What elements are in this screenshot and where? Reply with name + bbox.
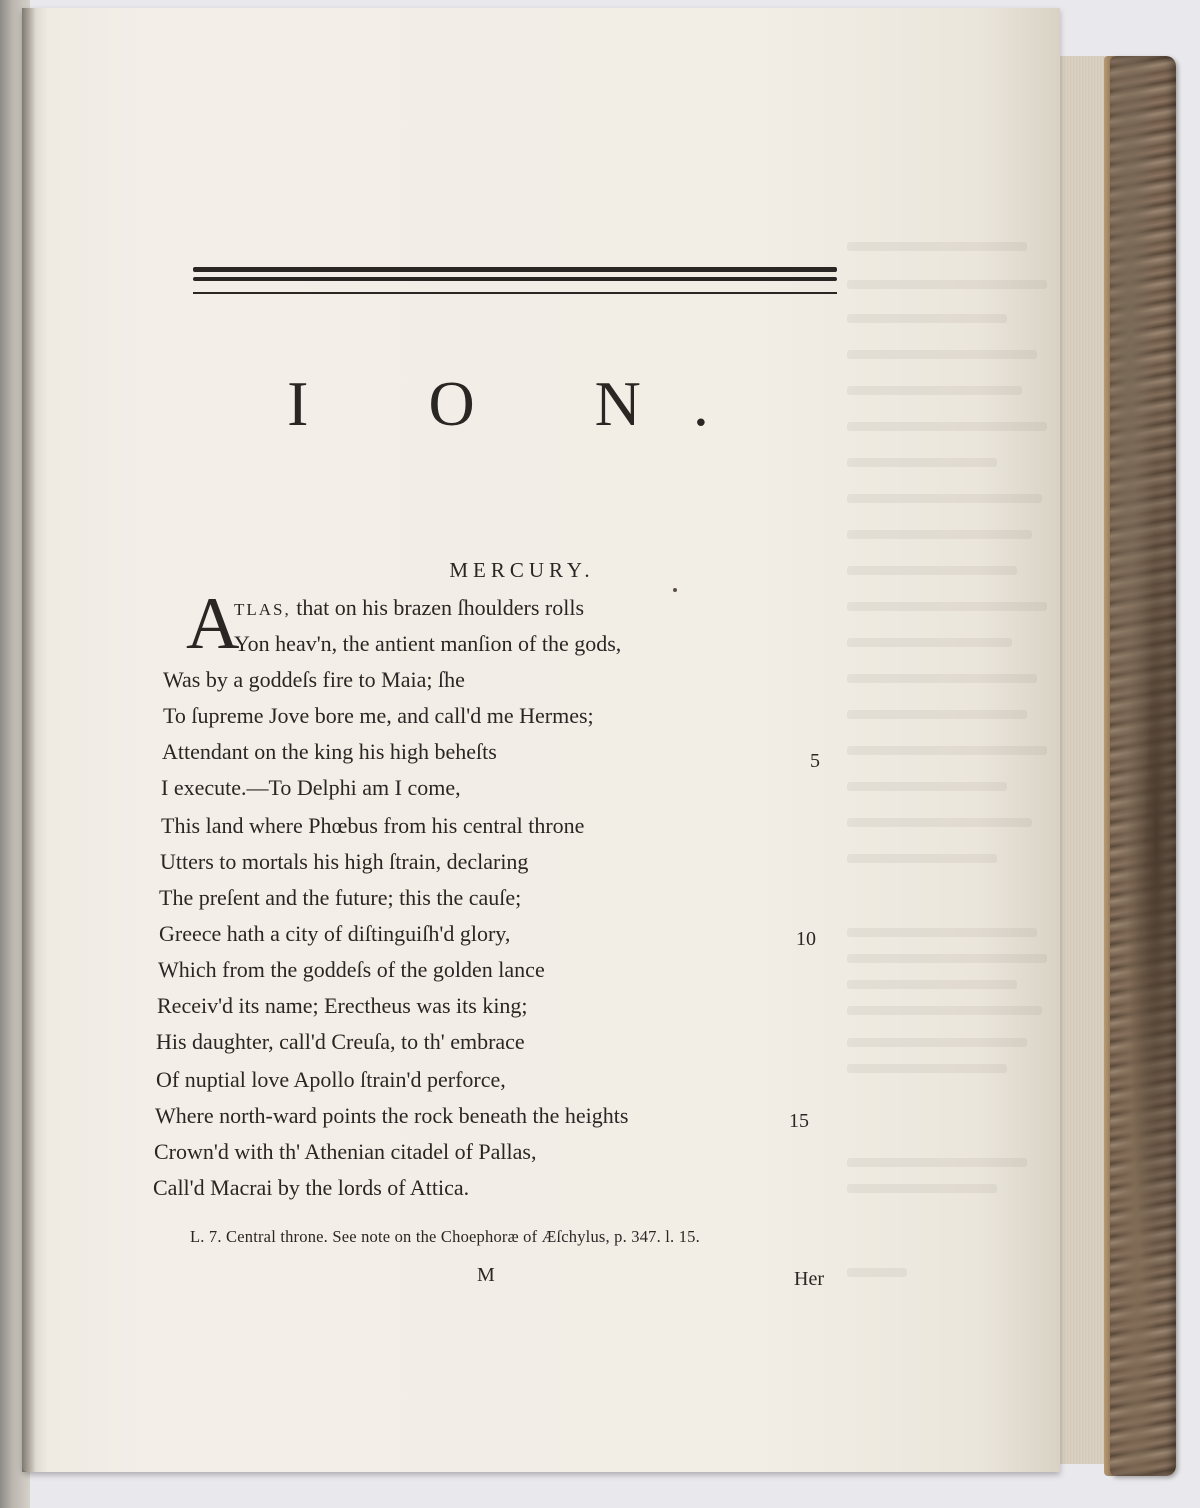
verse-line: Which from the goddeſs of the golden lance — [158, 957, 545, 982]
verse-line: I execute.—To Delphi am I come, — [161, 775, 461, 800]
binding-gutter-shadow — [22, 8, 36, 1472]
verse-line-1 — [234, 594, 584, 624]
ink-speck — [673, 588, 677, 592]
line-number: 10 — [796, 928, 816, 950]
verse-line: Was by a goddeſs fire to Maia; ſhe — [163, 667, 465, 692]
speaker-heading: MERCURY. — [449, 558, 595, 582]
verse-line: Crown'd with th' Athenian citadel of Pallas, — [154, 1139, 537, 1164]
verse-line: His daughter, call'd Creuſa, to th' embrace — [156, 1029, 525, 1054]
verse-line: Call'd Macrai by the lords of Attica. — [153, 1175, 470, 1200]
book-page — [22, 8, 1060, 1472]
verse-line-1-smallcaps: TLAS, — [234, 600, 291, 619]
verse-line: Receiv'd its name; Erectheus was its king; — [157, 993, 528, 1018]
verse-line: Utters to mortals his high ſtrain, declaring — [160, 849, 529, 874]
verse-line: Greece hath a city of diſtinguiſh'd glory, — [159, 921, 511, 946]
verse-line: Yon heav'n, the antient manſion of the gods, — [234, 631, 622, 656]
drop-capital: A — [186, 583, 240, 665]
verse-line: The preſent and the future; this the cauſe; — [159, 885, 522, 910]
verse-line: This land where Phœbus from his central throne — [161, 813, 585, 838]
signature-mark: M — [477, 1264, 495, 1286]
ornamental-rule-middle — [193, 277, 837, 281]
line-number: 15 — [789, 1110, 809, 1132]
verse-line: Attendant on the king his high beheſts — [162, 739, 497, 764]
ornamental-rule-thick — [193, 267, 837, 272]
line-number: 5 — [810, 750, 820, 772]
marbled-leather-board — [1110, 56, 1176, 1476]
play-title: I O N. — [287, 368, 761, 439]
verse-line: To ſupreme Jove bore me, and call'd me Hermes; — [163, 703, 594, 728]
footnote: L. 7. Central throne. See note on the Choephoræ of Æſchylus, p. 347. l. 15. — [190, 1227, 700, 1246]
ornamental-rule-thin — [193, 292, 837, 294]
verse-line: Of nuptial love Apollo ſtrain'd perforce, — [156, 1067, 506, 1092]
verse-line-1-text: that on his brazen ſhoulders rolls — [296, 595, 585, 620]
catchword: Her — [794, 1268, 824, 1290]
verse-line: Where north-ward points the rock beneath the heights — [155, 1103, 629, 1128]
